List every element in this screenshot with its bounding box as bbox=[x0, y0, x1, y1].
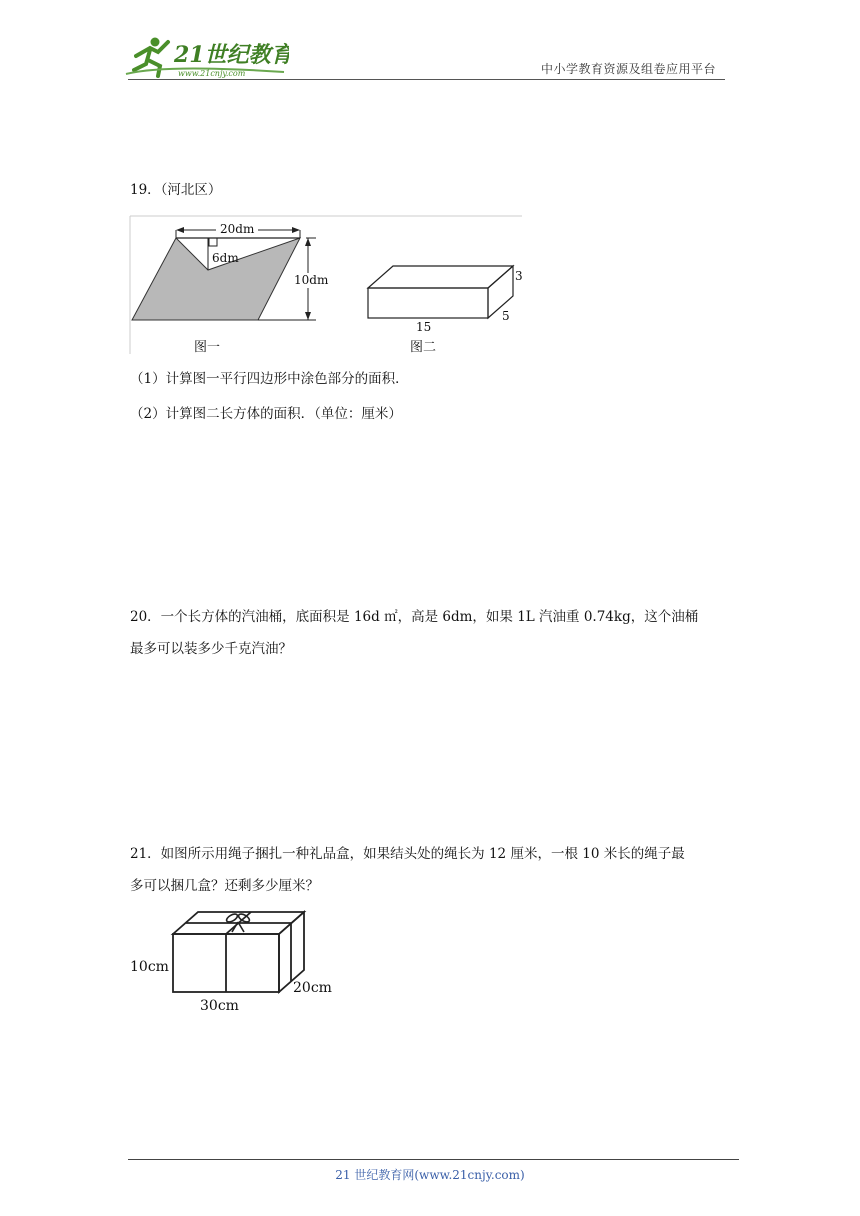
q19-sub1: （1）计算图一平行四边形中涂色部分的面积． bbox=[130, 371, 409, 387]
header-divider bbox=[128, 79, 725, 80]
bow-icon bbox=[225, 912, 250, 932]
fig2-caption: 图二 bbox=[410, 340, 437, 355]
logo-text: 21世纪教育 bbox=[174, 42, 289, 68]
figure-two bbox=[368, 266, 523, 355]
figure-one bbox=[132, 222, 329, 355]
fig1-inner-label: 6dm bbox=[212, 251, 239, 265]
fig1-top-label: 20dm bbox=[220, 222, 255, 236]
fig2-height: 3 bbox=[515, 269, 523, 283]
q21-line2: 多可以捆几盒？还剩多少厘米？ bbox=[130, 878, 319, 894]
q19-figures bbox=[128, 214, 524, 356]
fig-width-label: 20cm bbox=[293, 980, 332, 996]
fig-height-label: 10cm bbox=[130, 959, 169, 975]
q19-sub2: （2）计算图二长方体的面积．（单位：厘米） bbox=[130, 406, 402, 422]
fig1-caption: 图一 bbox=[194, 340, 221, 355]
q21-line1: 21．如图所示用绳子捆扎一种礼品盒，如果结头处的绳长为 12 厘米，一根 10 米长的绳子最 bbox=[130, 846, 685, 862]
q20-line1: 20．一个长方体的汽油桶，底面积是 16d ㎡，高是 6dm，如果 1L 汽油重 0.74kg，这个油桶 bbox=[130, 609, 699, 625]
q21-gift-box-figure bbox=[128, 906, 340, 1014]
q20-line2: 最多可以装多少千克汽油？ bbox=[130, 641, 292, 657]
fig2-length: 15 bbox=[416, 320, 432, 334]
logo-url: www.21cnjy.com bbox=[178, 69, 246, 78]
fig-length-label: 30cm bbox=[200, 998, 239, 1014]
footer-link[interactable]: 21 世纪教育网(www.21cnjy.com) bbox=[335, 1168, 525, 1182]
fig2-width: 5 bbox=[502, 309, 510, 323]
footer-divider bbox=[128, 1159, 739, 1160]
header-logo bbox=[124, 34, 289, 80]
q19-title: 19．（河北区） bbox=[130, 182, 222, 198]
fig1-height-label: 10dm bbox=[294, 273, 329, 287]
header-platform-name: 中小学教育资源及组卷应用平台 bbox=[541, 62, 717, 76]
runner-logo-icon bbox=[124, 34, 289, 80]
